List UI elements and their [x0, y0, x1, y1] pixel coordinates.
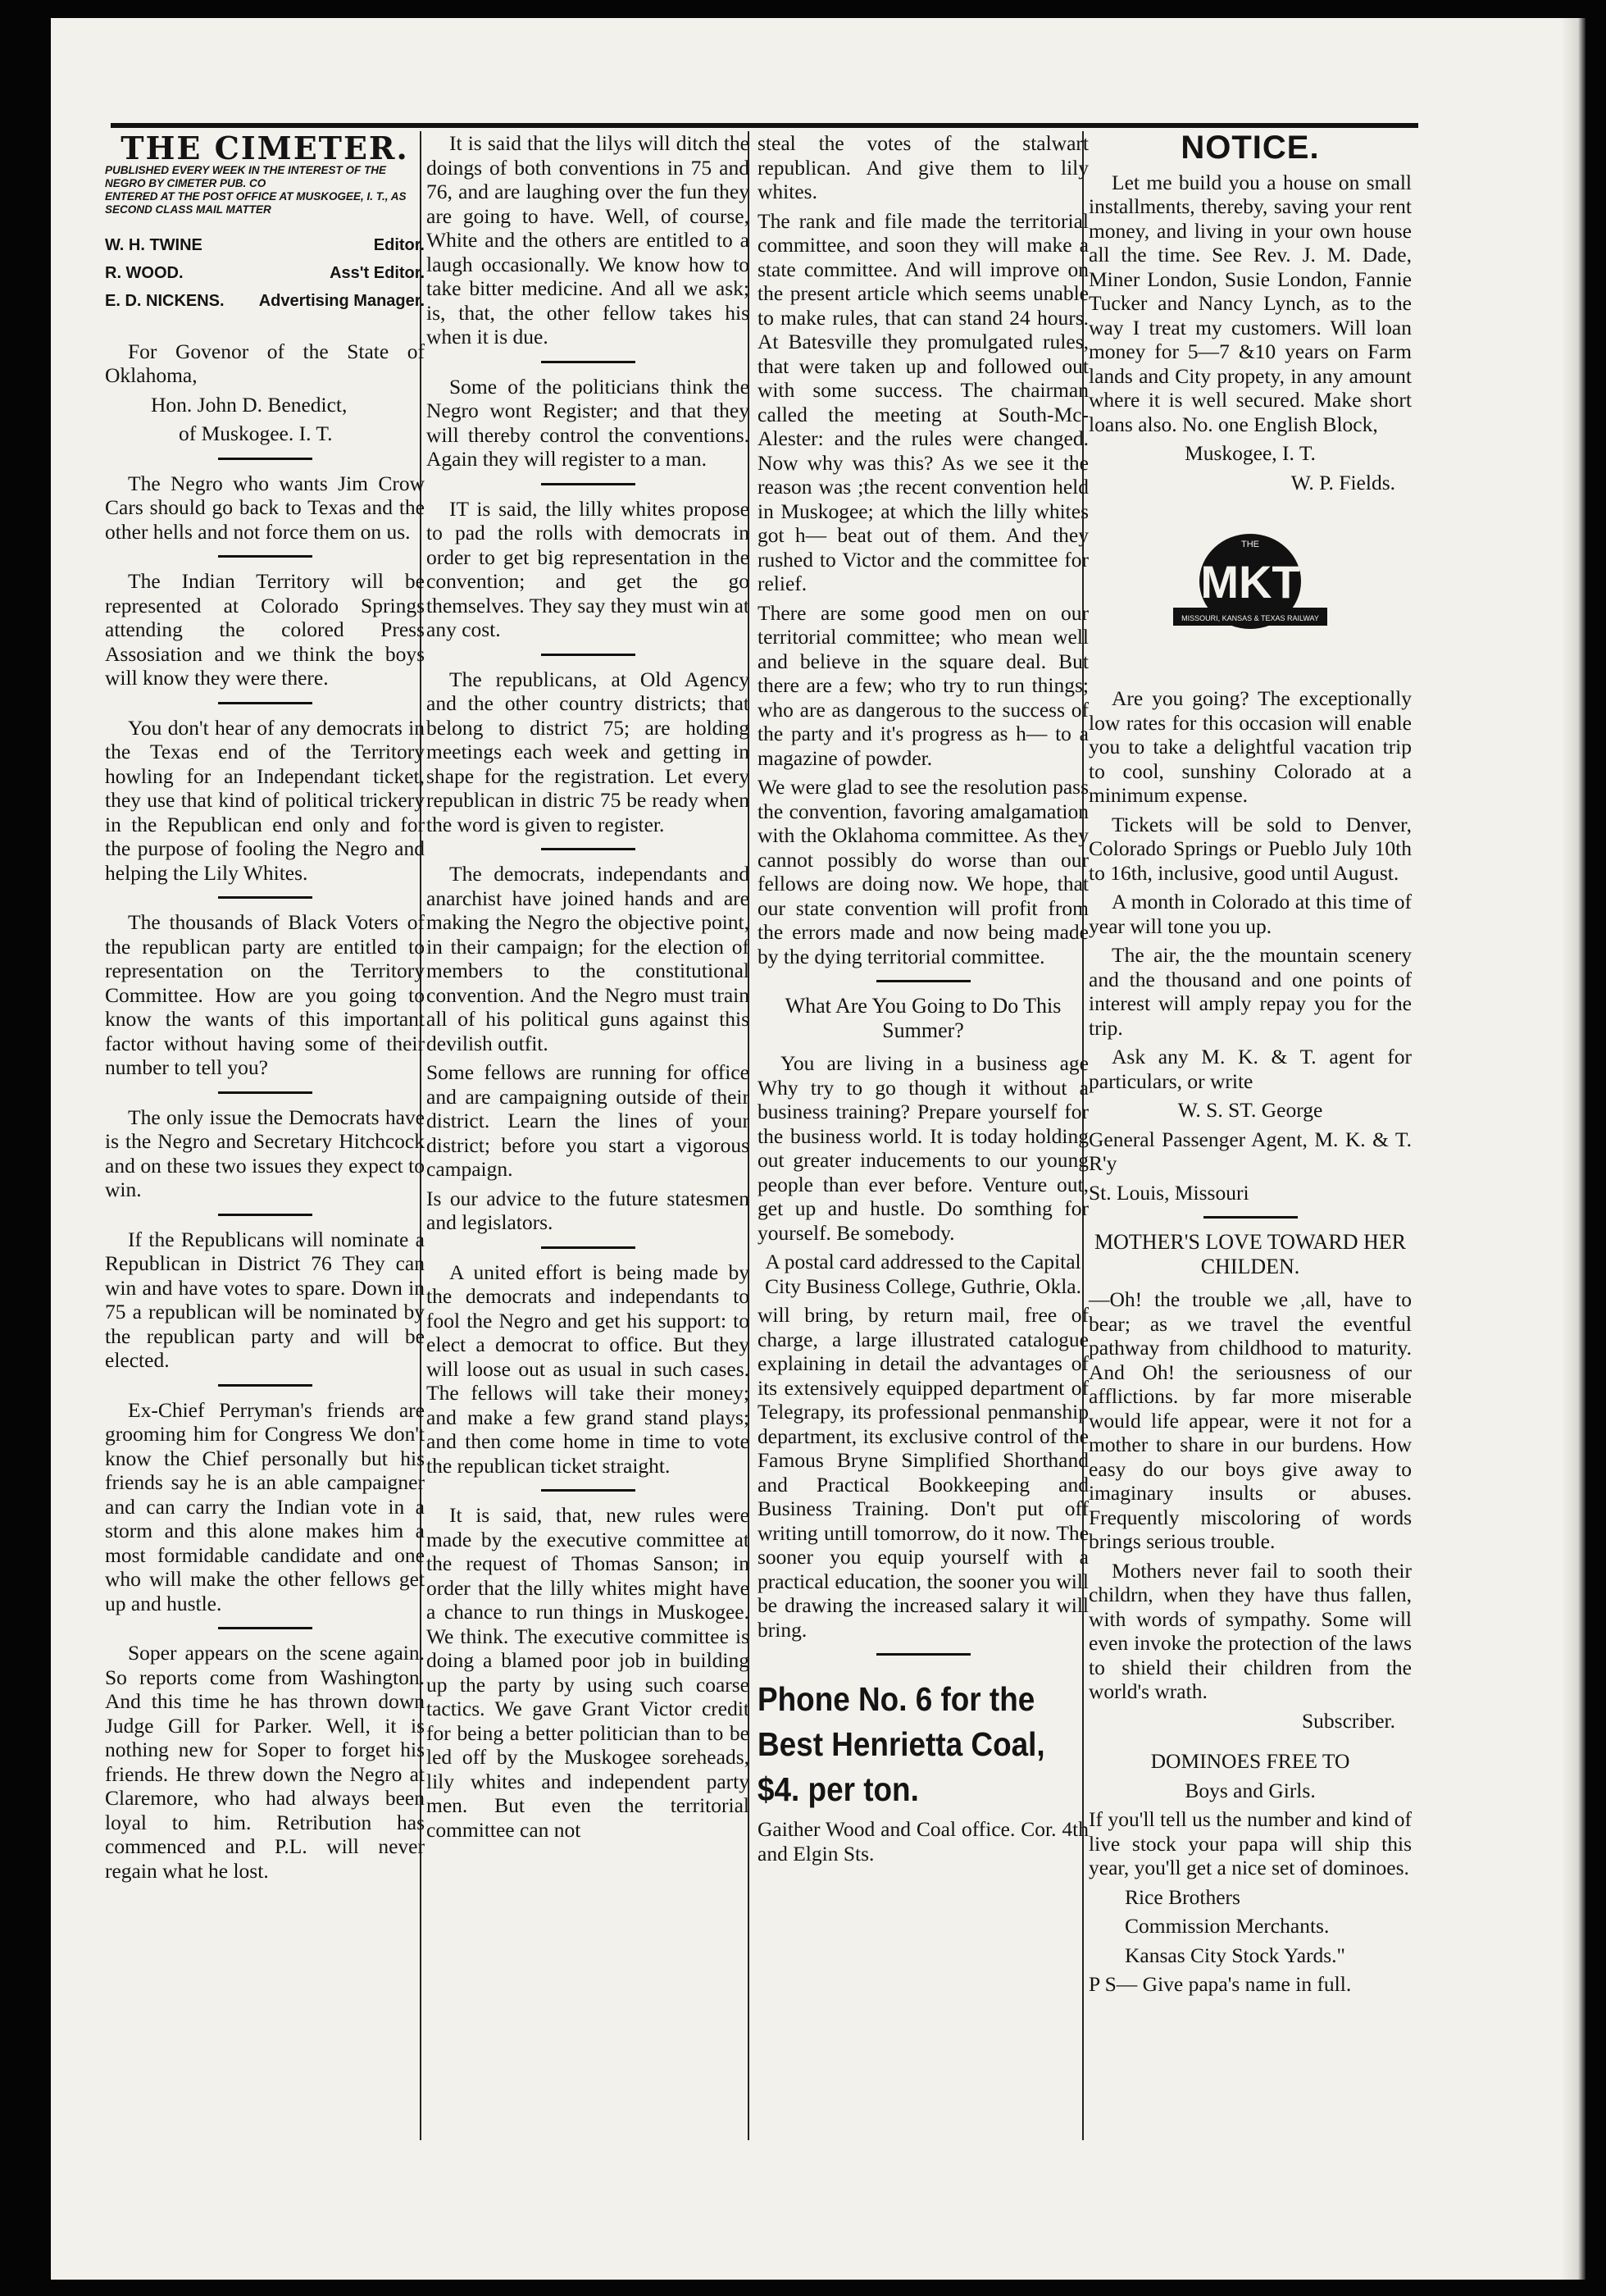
article-paragraph: It is said, that, new rules were made by the executive committee at the request of Thomas Sanson; in order that the lilly whites might have a chance to run things in Muskogee. We think. The executive committee is doing a blamed poor job in building up the party by using such coarse tactics. We gave Grant Victor credit for being a better politician than to be led off by the Muskogee soreheads, lily whites and independent party men. But even the territorial committee can not — [426, 1503, 749, 1842]
dominoes-signature: Commission Merchants. — [1125, 1914, 1330, 1938]
article-paragraph: IT is said, the lilly whites propose to pad the rolls with democrats in order to get big representation in the convention; and get the go themselves. They say they must win at any cost. — [426, 496, 750, 641]
governor-line-2: Hon. John D. Benedict, — [151, 392, 348, 417]
dominoes-postscript: P S— Give papa's name in full. — [1089, 1972, 1352, 1996]
column-1 — [105, 131, 425, 2140]
dominoes-body: If you'll tell us the number and kind of live stock your papa will ship this year, you'll get a nice set of dominoes. — [1089, 1807, 1412, 1879]
mkt-signature-title: General Passenger Agent, M. K. & T. R'y — [1089, 1127, 1412, 1175]
mothers-love-title: MOTHER'S LOVE TOWARD HER CHILDEN. — [1094, 1230, 1406, 1278]
article-paragraph: A united effort is being made by the democrats and independants to fool the Negro and get his support: to elect a democrat to office. But they will loose out as usual in such cases. The fellows will take their money; and make a few grand stand plays; and then come home in time to vote the republican ticket straight. — [426, 1260, 749, 1478]
separator — [541, 1489, 635, 1492]
mkt-signature-place: St. Louis, Missouri — [1089, 1180, 1249, 1205]
governor-line-3: of Muskogee. I. T. — [179, 421, 333, 445]
article-paragraph: The Indian Territory will be represented at Colorado Springs attending the colored Press Assosiation and we think the boys will know they were there. — [105, 569, 425, 690]
notice-body: Let me build you a house on small installments, thereby, saving your rent money, and living in your own house all the time. See Rev. J. M. Dade, Miner London, Susie London, Fannie Tucker and Nancy Lynch, as to the way I treat my customers. Will loan money for 5—7 &10 years on Farm lands and City propety, in any amount where it is well secured. Make short loans also. No. one English Block, — [1089, 170, 1412, 436]
column-4 — [1089, 131, 1412, 2140]
separator — [876, 1653, 971, 1656]
staff-assistant-editor — [105, 259, 425, 287]
separator — [218, 702, 312, 704]
masthead-line-1: PUBLISHED EVERY WEEK IN THE INTEREST OF THE NEGRO BY CIMETER PUB. CO — [105, 163, 387, 189]
coal-ad-headline: Phone No. 6 for the Best Henrietta Coal, $4. per ton. — [758, 1680, 1045, 1808]
ad-paragraph: You are living in a business age Why try to go though it without a business training? Prepare yourself for the business world. It is today holding out greater inducements to our young people than ever before. Venture out, get up and hustle. Do somthing for yourself. Be somebody. — [758, 1051, 1089, 1245]
article-paragraph: There are some good men on our territorial committee; who mean well and believe in the square deal. But there are a few; who try to run things; who are as dangerous to the success of the party and it's progress as h— to a magazine of powder. — [758, 600, 1089, 770]
article-paragraph: Some fellows are running for office and are campaigning outside of their district. Learn the lines of your district; before you start a vigorous campaign. — [426, 1060, 749, 1181]
separator — [541, 361, 635, 363]
mkt-logo — [1089, 526, 1412, 649]
staff-role: Editor. — [373, 235, 425, 254]
article-paragraph: You don't hear of any democrats in the Texas end of the Territory howling for an Independant ticket, they use that kind of political trickery in the Republican end only and for the purpose of fooling the Negro and helping the Lily Whites. — [105, 715, 425, 885]
separator — [218, 1384, 312, 1387]
ad-paragraph: will bring, by return mail, free of charge, a large illustrated catalogue explaining in detail the advantages of its extensively equipped department of Telegrapy, its professional penmanship department, its exclusive control of the Famous Bryne Simplified Shorthand and Practical Bookkeeping and Business Training. Don't put off writing untill tomorrow, do it now. The sooner you equip yourself with a practical education, the sooner you will be drawing the increased salary it will bring. — [758, 1303, 1089, 1642]
business-college-ad-title: What Are You Going to Do This Summer? — [785, 994, 1062, 1042]
article-paragraph: Soper appears on the scene again. So reports come from Washington. And this time he has thrown down Judge Gill for Parker. Well, it is nothing new for Soper to forget his friends. He threw down the Negro at Claremore, who had always been loyal to him. Retribution has commenced and P.L. will never regain what he lost. — [105, 1641, 425, 1883]
mothers-love-paragraph: —Oh! the trouble we ,all, have to bear; as we travel the eventful pathway from childhood to maturity. And Oh! the seriousness of our afflictions. by far more miserable would life appear, were it not for a mother to share in our burdens. How easy do our boys give away to imaginary insults or abuses. Frequently miscoloring of words brings serious trouble. — [1089, 1287, 1412, 1553]
logo-band-text: MISSOURI, KANSAS & TEXAS RAILWAY — [1181, 614, 1319, 622]
article-paragraph: Some of the politicians think the Negro wont Register; and that they will thereby control the conventions. Again they will register to a man. — [426, 374, 749, 471]
mkt-paragraph: Tickets will be sold to Denver, Colorado Springs or Pueblo July 10th to 16th, inclusive, good until August. — [1089, 812, 1412, 885]
notice-title: NOTICE. — [1181, 130, 1320, 166]
logo-top-text: THE — [1241, 540, 1259, 549]
mothers-love-paragraph: Mothers never fail to sooth their childrn, when they have thus fallen, with words of sympathy. Some will even invoke the protection of the laws to shield their children from the world's wrath. — [1089, 1558, 1412, 1703]
article-paragraph: Ex-Chief Perryman's friends are grooming him for Congress We don't know the Chief personally but his friends say he is an able campaigner and can carry the Indian vote in a storm and this alone makes him a most formidable candidate and one who will make the other fellows get up and hustle. — [105, 1397, 425, 1615]
separator — [218, 1214, 312, 1216]
separator — [876, 980, 971, 982]
article-paragraph: If the Republicans will nominate a Republican in District 76 They can win and have votes to spare. Down in 75 a republican will be nominated by the republican party and will be elected. — [105, 1227, 425, 1372]
dominoes-signature: Rice Brothers — [1125, 1884, 1240, 1909]
staff-role: Ass't Editor. — [330, 263, 425, 282]
coal-ad-address: Gaither Wood and Coal office. Cor. 4th and Elgin Sts. — [758, 1817, 1089, 1866]
article-paragraph: The thousands of Black Voters of the republican party are entitled to representation on the Territory Committee. How are you going to know the wants of this important factor without having some of their number to tell you? — [105, 910, 425, 1079]
dominoes-title: DOMINOES FREE TO — [1150, 1749, 1350, 1773]
column-2 — [426, 131, 749, 2140]
article-paragraph: Is our advice to the future statesmen and legislators. — [426, 1186, 749, 1234]
notice-place: Muskogee, I. T. — [1185, 441, 1316, 465]
logo-main-text: MKT — [1200, 556, 1300, 608]
staff-editor — [105, 231, 425, 259]
dominoes-signature: Kansas City Stock Yards." — [1125, 1943, 1345, 1967]
mothers-love-signature: Subscriber. — [1301, 1708, 1395, 1733]
staff-name: E. D. NICKENS. — [105, 291, 225, 310]
separator — [218, 896, 312, 899]
article-paragraph: We were glad to see the resolution pass the convention, favoring amalgamation with the Oklahoma committee. As they cannot possibly do worse than our fellows are doing now. We hope, that our state convention will profit from the errors made and now being made by the dying territorial committee. — [758, 775, 1089, 968]
top-rule — [111, 123, 1418, 128]
separator — [541, 483, 635, 485]
article-paragraph: steal the votes of the stalwart republican. And give them to lily whites. — [758, 131, 1089, 203]
article-paragraph: It is said that the lilys will ditch the doings of both conventions in 75 and 76, and are laughing over the fun they are going to have. Well, of course, White and the others are entitled to a laugh occasionally. We know how to take bitter medicine. And all we ask; is, that, the other fellow takes his when it is due. — [426, 131, 749, 348]
mkt-signature-name: W. S. ST. George — [1177, 1098, 1323, 1122]
staff-name: R. WOOD. — [105, 263, 184, 282]
mkt-paragraph: Ask any M. K. & T. agent for particulars, or write — [1089, 1045, 1412, 1093]
separator — [218, 458, 312, 460]
staff-name: W. H. TWINE — [105, 235, 202, 254]
notice-signature: W. P. Fields. — [1290, 470, 1395, 494]
article-paragraph: The republicans, at Old Agency and the other country districts; that belong to district 75; are holding meetings each week and getting in shape for the registration. Let every republican in distric 75 be ready when the word is given to register. — [426, 667, 749, 836]
masthead-publisher-line — [105, 164, 425, 216]
page-edge-shadow — [1561, 18, 1586, 2280]
masthead-line-2: ENTERED AT THE POST OFFICE AT MUSKOGEE, I. T., AS SECOND CLASS MAIL MATTER — [105, 189, 407, 216]
column-3 — [758, 131, 1089, 2140]
masthead-title: THE CIMETER. — [121, 130, 409, 166]
separator — [218, 555, 312, 558]
article-paragraph: The democrats, independants and anarchist have joined hands and are making the Negro the objective point, in their campaign; for the election of members to the constitutional convention. And the Negro must train all of his political guns against this devilish outfit. — [426, 862, 749, 1055]
ad-paragraph: A postal card addressed to the Capital City Business College, Guthrie, Okla. — [764, 1250, 1081, 1298]
article-paragraph: The rank and file made the territorial committee, and soon they will make a state committee. And will improve on the present article which seems unable to make rules, that can stand 24 hours. At Batesville they promulgated rules, that were taken up and followed out with some success. The chairman called the meeting at South-Mc-Alester: and the rules were changed. Now why was this? As we see it the reason was ;the recent convention held in Muskogee; at which the lilly whites got h— beat out of them. And they rushed to Victor and the committee for relief. — [758, 208, 1089, 595]
governor-line-1: For Govenor of the State of Oklahoma, — [105, 339, 425, 387]
separator — [541, 654, 635, 656]
dominoes-subtitle: Boys and Girls. — [1185, 1778, 1316, 1802]
article-paragraph: The only issue the Democrats have is the Negro and Secretary Hitchcock and on these two issues they expect to win. — [105, 1105, 425, 1201]
mkt-logo-icon — [1168, 526, 1332, 649]
staff-role: Advertising Manager. — [258, 291, 425, 310]
staff-advertising-manager — [105, 287, 425, 315]
mkt-paragraph: A month in Colorado at this time of year will tone you up. — [1089, 890, 1412, 938]
separator — [218, 1091, 312, 1094]
separator — [541, 848, 635, 850]
mkt-paragraph: The air, the the mountain scenery and the thousand and one points of interest will amply repay you for the trip. — [1089, 943, 1412, 1040]
separator — [218, 1627, 312, 1629]
article-paragraph: The Negro who wants Jim Crow Cars should go back to Texas and the other hells and not force them on us. — [105, 471, 425, 544]
separator — [541, 1246, 635, 1249]
separator — [1203, 1216, 1298, 1219]
mkt-paragraph: Are you going? The exceptionally low rates for this occasion will enable you to take a delightful vacation trip to cool, sunshiny Colorado at a minimum expense. — [1089, 686, 1412, 807]
